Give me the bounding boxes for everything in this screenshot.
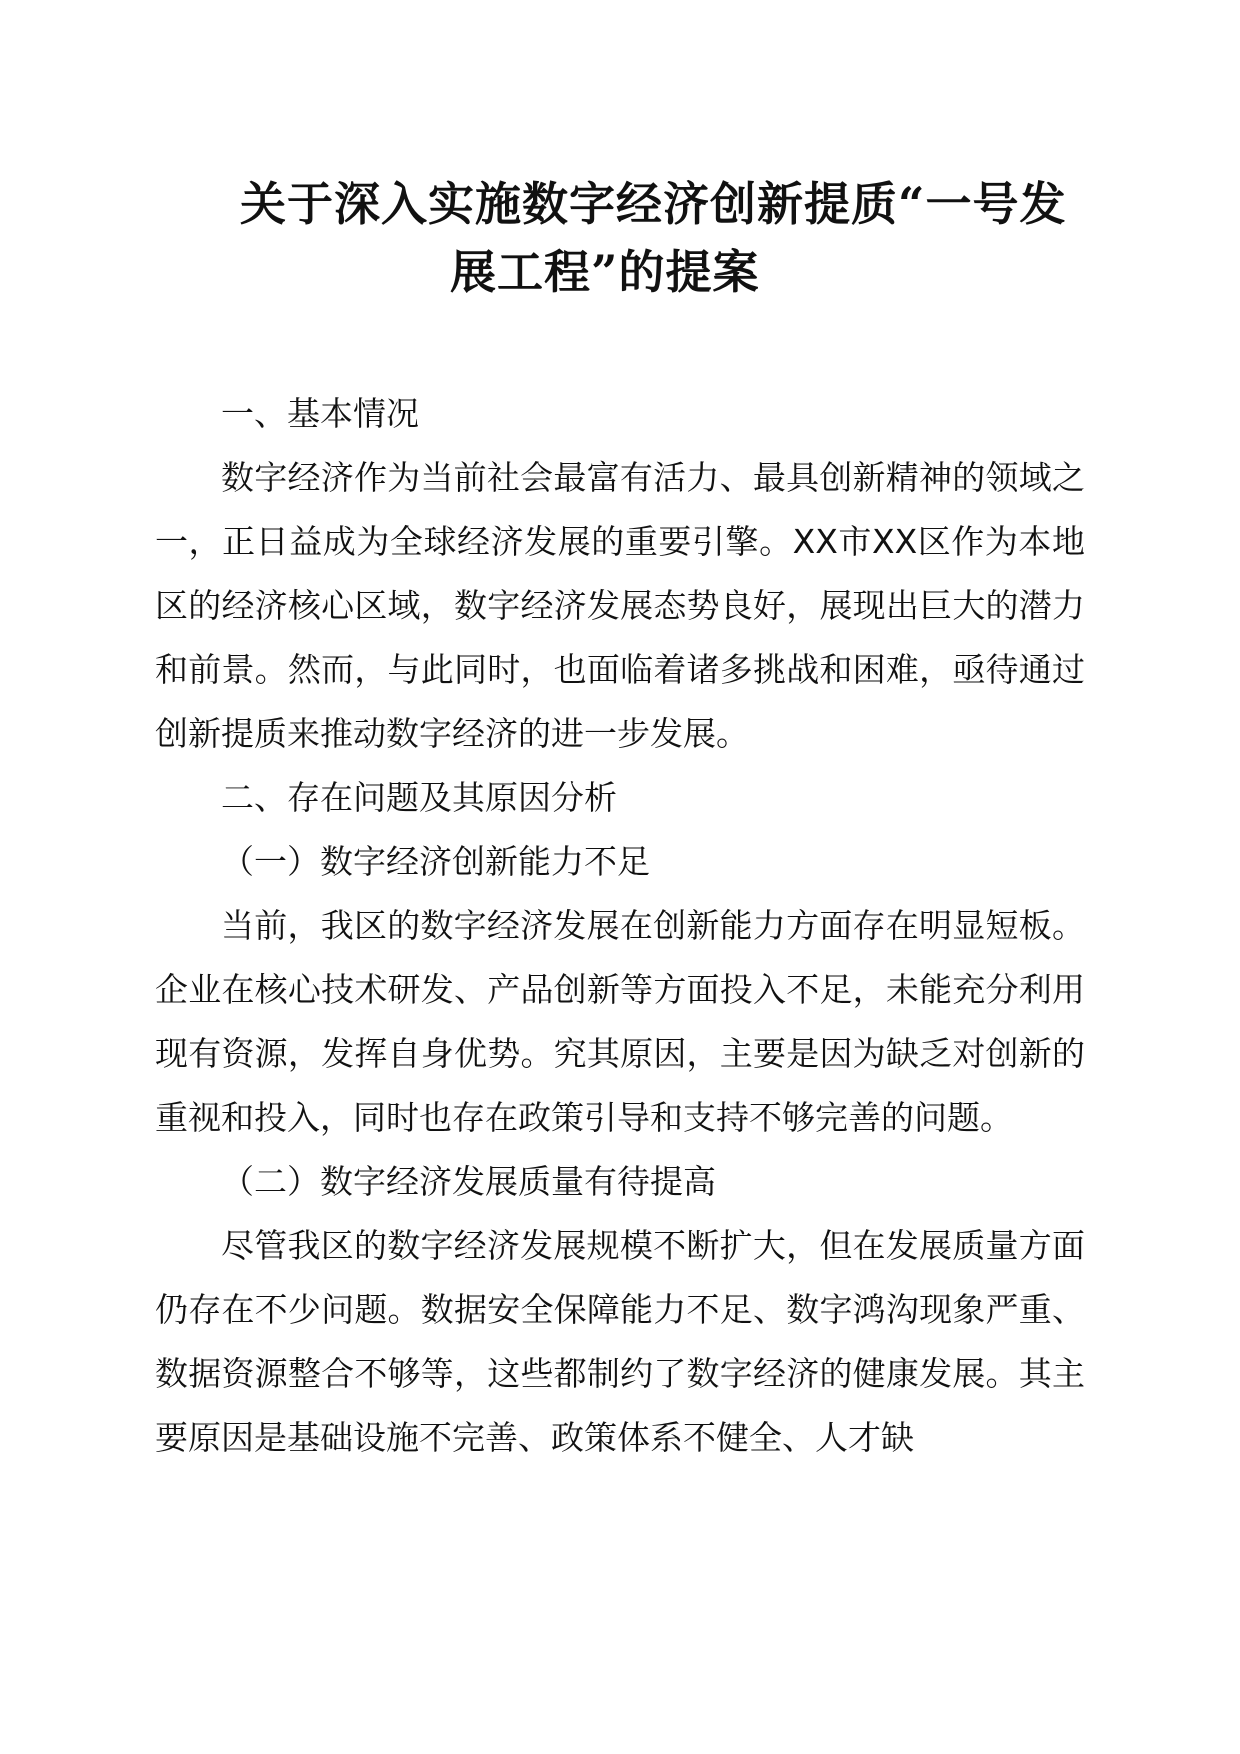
subsection-heading-development-quality: （二）数字经济发展质量有待提高: [221, 1162, 716, 1201]
paragraph-basic-situation: 数字经济作为当前社会最富有活力、最具创新精神的领域之一，正日益成为全球经济发展的重要引擎。XX市XX区作为本地区的经济核心区域，数字经济发展态势良好，展现出巨大的潜力和前景。然而，与此同时，也面临着诸多挑战和困难，亟待通过创新提质来推动数字经济的进一步发展。: [155, 458, 1085, 753]
paragraph-development-quality: 尽管我区的数字经济发展规模不断扩大，但在发展质量方面仍存在不少问题。数据安全保障能力不足、数字鸿沟现象严重、数据资源整合不够等，这些都制约了数字经济的健康发展。其主要原因是基础设施不完善、政策体系不健全、人才缺: [155, 1226, 1085, 1457]
title-line-1: 关于深入实施数字经济创新提质“一号发: [240, 177, 1067, 231]
section-heading-problems-analysis: 二、存在问题及其原因分析: [221, 778, 617, 817]
title-line-2: 展工程”的提案: [450, 245, 760, 299]
subsection-heading-innovation-capacity: （一）数字经济创新能力不足: [221, 842, 650, 881]
paragraph-innovation-capacity: 当前，我区的数字经济发展在创新能力方面存在明显短板。企业在核心技术研发、产品创新等方面投入不足，未能充分利用现有资源，发挥自身优势。究其原因，主要是因为缺乏对创新的重视和投入，同时也存在政策引导和支持不够完善的问题。: [155, 906, 1085, 1137]
document-title: [240, 170, 1090, 306]
section-heading-basic-situation: 一、基本情况: [221, 394, 419, 433]
document-body: [155, 382, 1085, 1470]
